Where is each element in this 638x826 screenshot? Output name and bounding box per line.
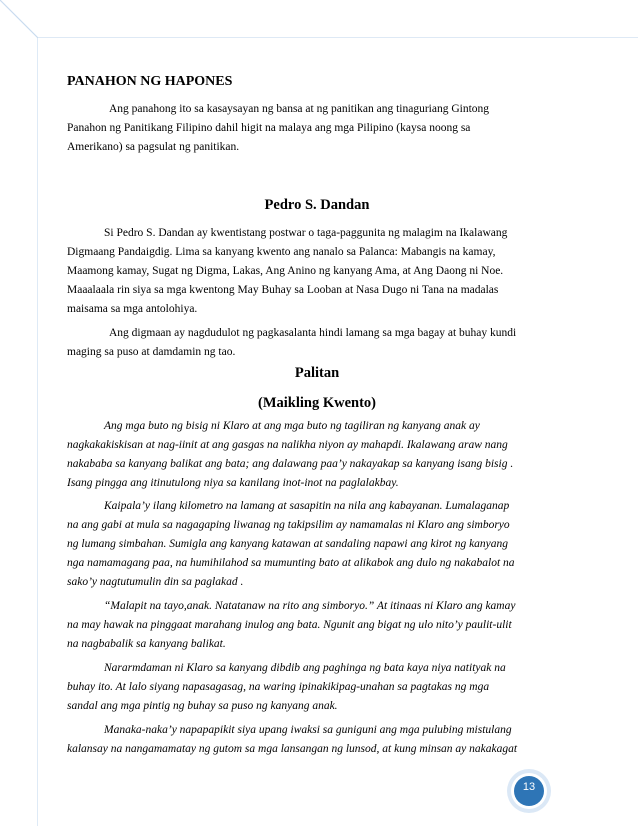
bio-line-3: Maamong kamay, Sugat ng Digma, Lakas, Ang Anino ng kanyang Ama, at Ang Daong ni Noe. xyxy=(67,265,504,277)
corner-decoration-horizontal xyxy=(38,0,638,38)
intro-line-2: Panahon ng Panitikang Filipino dahil higit na malaya ang mga Pilipino (kaysa noong sa xyxy=(67,122,471,134)
story-p1-line-3: nakababa sa kanyang balikat ang bata; ang dalawang paa’y nakayakap sa kanyang isang bisig . xyxy=(67,458,514,470)
bio-line-5: maisama sa mga antolohiya. xyxy=(67,303,198,315)
story-title: Palitan xyxy=(294,365,340,381)
story-p2-line-4: nga namamagang paa, na humihilahod sa mumunting bato at alikabok ang dulo ng nakabalot na xyxy=(67,557,515,569)
page-number: 13 xyxy=(522,781,536,793)
bio-line-2: Digmaang Pandaigdig. Lima sa kanyang kwento ang nanalo sa Palanca: Mabangis na kamay, xyxy=(67,246,496,258)
story-p3-line-2: na may hawak na pinggaat marahang inulog ang bata. Ngunit ang bigat ng ulo nito’y paulit-ulit xyxy=(67,619,512,631)
bio-line-1: Si Pedro S. Dandan ay kwentistang postwar o taga-paggunita ng malagim na Ikalawang xyxy=(104,227,508,239)
intro-line-3: Amerikano) sa pagsulat ng panitikan. xyxy=(67,141,240,153)
author-heading: Pedro S. Dandan xyxy=(264,197,370,213)
story-subtitle: (Maikling Kwento) xyxy=(257,395,376,411)
story-p2-line-5: sako’y nagtutumulin din sa paglakad . xyxy=(67,576,244,588)
story-p5-line-1: Manaka-naka’y napapapikit siya upang iwaksi sa guniguni ang mga pulubing mistulang xyxy=(104,724,512,736)
bio-line-4: Maaalaala rin siya sa mga kwentong May Buhay sa Looban at Nasa Dugo ni Tana na madalas xyxy=(67,284,499,296)
intro-line-1: Ang panahong ito sa kasaysayan ng bansa at ng panitikan ang tinaguriang Gintong xyxy=(109,103,490,115)
war-line-1: Ang digmaan ay nagdudulot ng pagkasalanta hindi lamang sa mga bagay at buhay kundi xyxy=(109,327,517,339)
section-heading: PANAHON NG HAPONES xyxy=(67,74,233,89)
story-p1-line-4: Isang pingga ang itinutulong niya sa kanilang inot-inot na paglalakbay. xyxy=(67,477,399,489)
story-p2-line-1: Kaipala’y ilang kilometro na lamang at sasapitin na nila ang kabayanan. Lumalaganap xyxy=(104,500,510,512)
story-p2-line-3: ng lumang simbahan. Sumigla ang kanyang katawan at sandaling napawi ang kirot ng kanyang xyxy=(67,538,509,550)
story-p5-line-2: kalansay na nangamamatay ng gutom sa mga lansangan ng lunsod, at kung minsan ay nakakagat xyxy=(67,743,518,755)
story-p2-line-2: na ang gabi at mula sa nagagaping liwanag ng takipsilim ay namamalas ni Klaro ang simboryo xyxy=(67,519,510,531)
story-p3-line-1: “Malapit na tayo,anak. Natatanaw na rito ang simboryo.” At itinaas ni Klaro ang kamay xyxy=(104,600,516,612)
story-p1-line-2: nagkakakiskisan at nag-iinit at ang gasgas na nalikha niyon ay mahapdi. Ikalawang araw nang xyxy=(67,439,508,451)
story-p4-line-2: buhay ito. At lalo siyang napasagasag, na waring ipinakikipag-unahan sa pagtakas ng mga xyxy=(67,681,490,693)
story-p4-line-1: Nararmdaman ni Klaro sa kanyang dibdib ang paghinga ng bata kaya niya natityak na xyxy=(104,662,506,674)
corner-decoration-vertical xyxy=(0,0,38,826)
story-p4-line-3: sandal ang mga pintig ng buhay sa puso ng kanyang anak. xyxy=(67,700,338,712)
war-line-2: maging sa puso at damdamin ng tao. xyxy=(67,346,236,358)
story-p1-line-1: Ang mga buto ng bisig ni Klaro at ang mga buto ng tagiliran ng kanyang anak ay xyxy=(104,420,480,432)
story-p3-line-3: na nagbabalik sa kanyang balikat. xyxy=(67,638,226,650)
